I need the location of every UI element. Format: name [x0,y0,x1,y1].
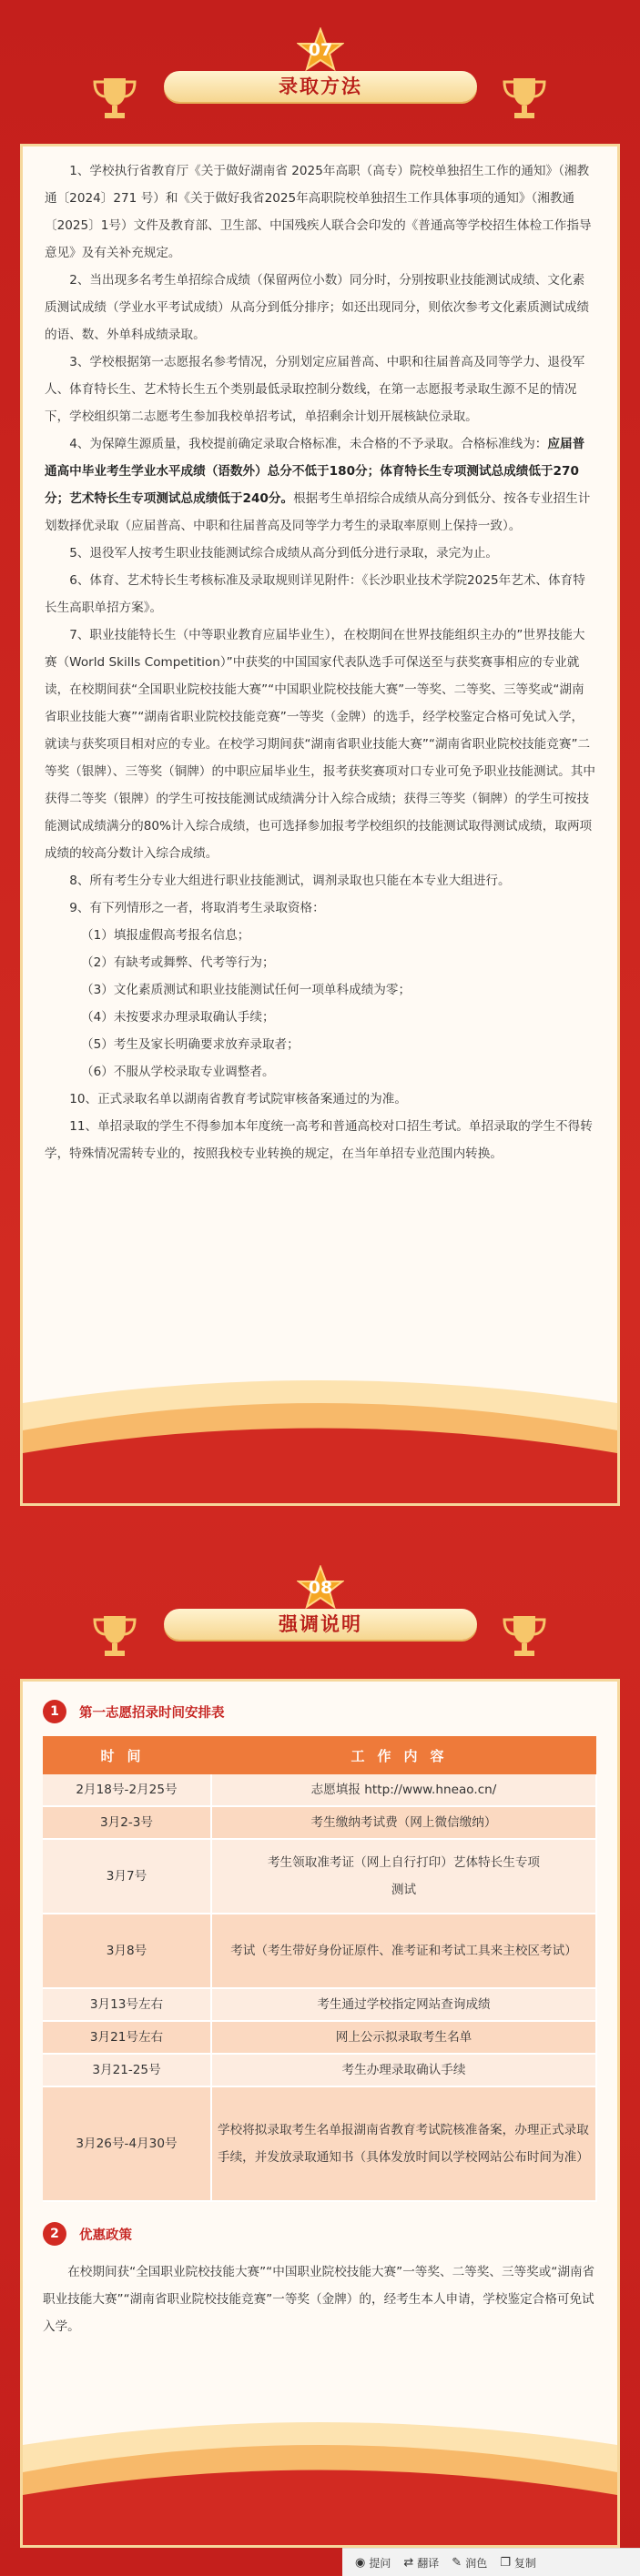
paragraph: 10、正式录取名单以湖南省教育考试院审核备案通过的为准。 [69,1092,407,1106]
decorative-wave [23,1367,617,1503]
copy-label: 复制 [513,2556,536,2570]
policy-paragraph: 在校期间获“全国职业院校技能大赛”“中国职业院校技能大赛”一等奖、二等奖、三等奖或“湖南省职业技能大赛”“湖南省职业院校技能竞赛”一等奖（金牌）的，经考生本人申请，学校鉴定合格可免试入学。 [43,2265,595,2334]
copy-icon: ❐ [500,2555,511,2570]
emphasis-card [20,1679,620,2548]
section-number: 08 [308,1578,333,1598]
table-cell-date: 3月8号 [43,1914,211,1988]
number-badge: 2 [43,2222,66,2246]
decorative-wave [23,2409,617,2545]
list-item: （5）考生及家长明确要求放弃录取者； [81,1037,300,1052]
table-cell-date: 3月21-25号 [43,2054,211,2086]
brush-icon: ✎ [452,2555,462,2570]
list-item: （6）不服从学校录取专业调整者。 [81,1065,275,1079]
table-cell-content: 考生领取准考证（网上自行打印）艺体特长生专项测试 [211,1839,596,1914]
table-cell-content: 志愿填报 http://www.hneao.cn/ [211,1774,596,1806]
polish-label: 润色 [465,2556,488,2570]
question-icon: ◉ [355,2555,366,2570]
admission-method-card [20,144,620,1506]
trophy-icon [499,1611,550,1662]
schedule-heading-text: 第一志愿招录时间安排表 [79,1705,225,1721]
paragraph: 6、体育、艺术特长生考核标准及录取规则详见附件：《长沙职业技术学院2025年艺术、体育特长生高职单招方案》。 [45,573,585,615]
paragraph-bold: 应届普通高中毕业考生学业水平成绩（语数外）总分不低于180分；体育特长生专项测试总成绩低于270分；艺术特长生专项测试总成绩低于240分。 [45,437,585,506]
schedule-heading [43,1700,597,1723]
translate-icon: ⇄ [403,2555,414,2570]
table-cell-date: 3月7号 [43,1839,211,1914]
table-row [43,2021,596,2054]
table-cell-content: 网上公示拟录取考生名单 [211,2021,596,2054]
paragraph-4 [45,430,595,540]
section-admission-method [0,27,640,136]
list-item: （3）文化素质测试和职业技能测试任何一项单科成绩为零； [81,983,411,997]
paragraph: 5、退役军人按考生职业技能测试综合成绩从高分到低分进行录取，录完为止。 [69,546,499,561]
trophy-icon [89,73,140,124]
table-row [43,2086,596,2201]
paragraph: 9、有下列情形之一者，将取消考生录取资格： [69,901,325,915]
table-row [43,1988,596,2021]
table-cell-date: 3月26号-4月30号 [43,2086,211,2201]
paragraph-text: 4、为保障生源质量，我校提前确定录取合格标准，未合格的不予录取。合格标准线为： [69,437,548,451]
number-badge: 1 [43,1700,66,1723]
floating-toolbar [342,2548,640,2576]
table-cell-date: 3月2-3号 [43,1806,211,1839]
table-header: 时间 [43,1736,211,1774]
table-row [43,1839,596,1914]
table-cell-date: 3月13号左右 [43,1988,211,2021]
paragraph: 2、当出现多名考生单招综合成绩（保留两位小数）同分时，分别按职业技能测试成绩、文化素质测试成绩（学业水平考试成绩）从高分到低分排序；如还出现同分，则依次参考文化素质测试成绩的语、数、外单科成绩录取。 [45,273,590,342]
table-row [43,1914,596,1988]
section-title: 强调说明 [164,1609,477,1640]
trophy-icon [499,73,550,124]
table-cell-content: 考试（考生带好身份证原件、准考证和考试工具来主校区考试） [211,1914,596,1988]
paragraph-text: 根据考生单招综合成绩从高分到低分、按各专业招生计划数择优录取（应届普高、中职和往届普高及同等学力考生的录取率原则上保持一致）。 [45,491,591,533]
section-emphasis [0,1565,640,1674]
copy-button[interactable] [500,2555,536,2571]
polish-button[interactable] [452,2555,487,2571]
translate-label: 翻译 [417,2556,440,2570]
table-row [43,1806,596,1839]
table-cell-content: 考生缴纳考试费（网上微信缴纳） [211,1806,596,1839]
translate-button[interactable] [403,2555,439,2571]
list-item: （4）未按要求办理录取确认手续； [81,1010,275,1025]
table-cell-date: 2月18号-2月25号 [43,1774,211,1806]
paragraph: 7、职业技能特长生（中等职业教育应届毕业生），在校期间在世界技能组织主办的”世界技能大赛（World Skills Competition）”中获奖的中国国家代表队选手可保送至与获奖赛事相应的专业就读，在校期间获“全国职业院校技能大赛”“中国职业院校技能大赛”一等奖、二等奖、三等奖或“湖南省职业技能大赛”“湖南省职业院校技能竞赛”一等奖（金牌）的选手，经学校鉴定合格可免试入学，就读与获奖项目相对应的专业。在校学习期间获“湖南省职业技能大赛”“湖南省职业院校技能竞赛”二等奖（银牌）、三等奖（铜牌）的中职应届毕业生，报考获奖赛项对口专业可免予职业技能测试。其中获得二等奖（银牌）的学生可按技能测试成绩满分计入综合成绩；获得三等奖（铜牌）的学生可按技能测试成绩满分的80%计入综合成绩，也可选择参加报考学校组织的技能测试取得测试成绩，取两项成绩的较高分数计入综合成绩。 [45,628,595,861]
table-row [43,1774,596,1806]
paragraph: 1、学校执行省教育厅《关于做好湖南省 2025年高职（高专）院校单独招生工作的通知》（湘教通〔2024〕271 号）和《关于做好我省2025年高职院校单独招生工作具体事项的通知》（湘教通〔2025〕1号）文件及教育部、卫生部、中国残疾人联合会印发的《普通高等学校招生体检工作指导意见》及有关补充规定。 [45,164,592,260]
section-header [0,27,640,136]
table-cell-content: 考生办理录取确认手续 [211,2054,596,2086]
section-title: 录取方法 [164,71,477,102]
list-item: （1）填报虚假高考报名信息； [81,928,250,943]
table-cell-content: 考生通过学校指定网站查询成绩 [211,1988,596,2021]
section-header [0,1565,640,1674]
table-header: 工作内容 [211,1736,596,1774]
paragraph: 8、所有考生分专业大组进行职业技能测试，调剂录取也只能在本专业大组进行。 [69,874,511,888]
list-item: （2）有缺考或舞弊、代考等行为； [81,955,275,970]
schedule-table [43,1736,597,2202]
section-number: 07 [308,40,333,60]
policy-heading [43,2222,597,2246]
trophy-icon [89,1611,140,1662]
table-row [43,2054,596,2086]
table-cell-content: 学校将拟录取考生名单报湖南省教育考试院核准备案，办理正式录取手续，并发放录取通知书（具体发放时间以学校网站公布时间为准） [211,2086,596,2201]
ask-button[interactable] [355,2555,391,2571]
ask-label: 提问 [369,2556,391,2570]
policy-heading-text: 优惠政策 [79,2227,132,2243]
table-cell-date: 3月21号左右 [43,2021,211,2054]
paragraph: 11、单招录取的学生不得参加本年度统一高考和普通高校对口招生考试。单招录取的学生不得转学，特殊情况需转专业的，按照我校专业转换的规定，在当年单招专业范围内转换。 [45,1119,593,1161]
paragraph: 3、学校根据第一志愿报名参考情况，分别划定应届普高、中职和往届普高及同等学力、退役军人、体育特长生、艺术特长生五个类别最低录取控制分数线，在第一志愿报考录取生源不足的情况下，学校组织第二志愿考生参加我校单招考试，单招剩余计划开展核缺位录取。 [45,355,585,424]
